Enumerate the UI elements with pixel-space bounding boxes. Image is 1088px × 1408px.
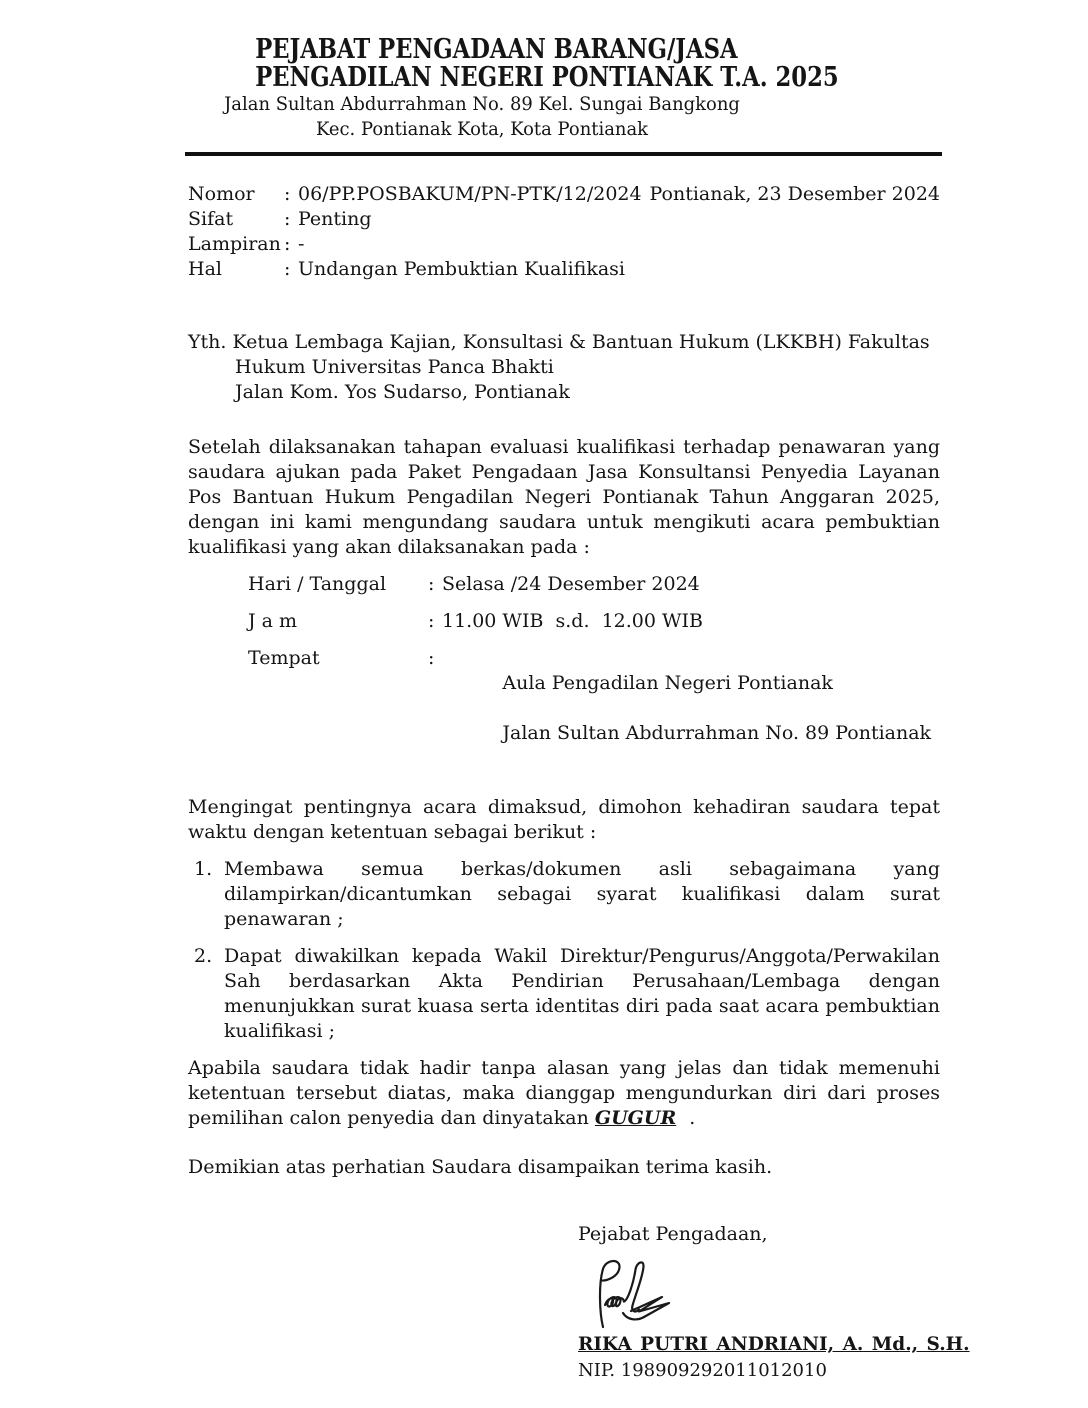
meta-value-sifat: Penting xyxy=(298,208,372,230)
schedule-row-time xyxy=(188,609,940,634)
letterhead-address-line1: Jalan Sultan Abdurrahman No. 89 Kel. Sungai Bangkong xyxy=(224,94,740,115)
signature-block xyxy=(578,1222,970,1383)
schedule-colon: : xyxy=(428,610,435,632)
schedule-colon: : xyxy=(428,647,435,669)
schedule-block xyxy=(188,572,940,771)
schedule-place-line1: Aula Pengadilan Negeri Pontianak xyxy=(502,672,833,694)
signature-image xyxy=(592,1256,696,1330)
list-item-number: 1. xyxy=(194,858,213,880)
signature-nip: NIP. 198909292011012010 xyxy=(578,1360,827,1381)
meta-colon: : xyxy=(284,258,291,280)
meta-row-sifat xyxy=(188,207,940,232)
recipient-line: Yth. Ketua Lembaga Kajian, Konsultasi & Bantuan Hukum (LKKBH) Fakultas xyxy=(188,331,930,353)
letter-body xyxy=(188,182,970,1383)
warning-paragraph xyxy=(188,1056,940,1131)
schedule-row-day xyxy=(188,572,940,597)
recipient-block xyxy=(188,330,940,405)
recipient-line: Hukum Universitas Panca Bhakti xyxy=(235,356,554,378)
schedule-value-day: Selasa /24 Desember 2024 xyxy=(442,573,700,595)
schedule-value-time: 11.00 WIB s.d. 12.00 WIB xyxy=(442,610,704,632)
meta-row-lampiran xyxy=(188,232,940,257)
meta-value-lampiran: - xyxy=(298,233,305,255)
meta-row-hal xyxy=(188,257,940,282)
meta-label: Hal xyxy=(188,258,222,280)
list-item-number: 2. xyxy=(194,945,213,967)
list-item xyxy=(188,944,940,1044)
place-date: Pontianak, 23 Desember 2024 xyxy=(649,183,940,205)
letterhead-address-line2: Kec. Pontianak Kota, Kota Pontianak xyxy=(315,119,649,140)
list-item-text: Membawa semua berkas/dokumen asli sebagaimana yang dilampirkan/dicantumkan sebagai syarat kualifikasi dalam surat penawaran ; xyxy=(224,858,940,930)
meta-label: Nomor xyxy=(188,183,255,205)
conditions-list xyxy=(188,857,940,1044)
closing-paragraph: Demikian atas perhatian Saudara disampaikan terima kasih. xyxy=(188,1156,773,1178)
meta-colon: : xyxy=(284,233,291,255)
signature-role: Pejabat Pengadaan, xyxy=(578,1223,768,1245)
schedule-colon: : xyxy=(428,573,435,595)
warning-period: . xyxy=(683,1107,696,1129)
list-item xyxy=(188,857,940,932)
header-divider xyxy=(185,152,942,156)
signature-name: RIKA PUTRI ANDRIANI, A. Md., S.H. xyxy=(578,1334,970,1355)
meta-block xyxy=(188,182,940,282)
schedule-value-place xyxy=(442,646,931,771)
list-item-text: Dapat diwakilkan kepada Wakil Direktur/Pengurus/Anggota/Perwakilan Sah berdasarkan Akta Pendirian Perusahaan/Lembaga dengan menunjukkan surat kuasa serta identitas diri pada saat acara pembuktian kualifikasi ; xyxy=(224,945,940,1042)
meta-colon: : xyxy=(284,208,291,230)
letterhead-title-line2: PENGADILAN NEGERI PONTIANAK T.A. 2025 xyxy=(255,62,839,93)
meta-row-nomor xyxy=(188,182,940,207)
schedule-label: Tempat xyxy=(248,647,320,669)
opening-paragraph: Setelah dilaksanakan tahapan evaluasi kualifikasi terhadap penawaran yang saudara ajukan pada Paket Pengadaan Jasa Konsultansi Penyedia Layanan Pos Bantuan Hukum Pengadilan Negeri Pontianak Tahun Anggaran 2025, dengan ini kami mengundang saudara untuk mengikuti acara pembuktian kualifikasi yang akan dilaksanakan pada : xyxy=(188,436,940,558)
meta-label: Sifat xyxy=(188,208,234,230)
warning-text: Apabila saudara tidak hadir tanpa alasan yang jelas dan tidak memenuhi ketentuan tersebut diatas, maka dianggap mengundurkan diri dari proses pemilihan calon penyedia dan dinyatakan xyxy=(188,1057,940,1129)
letterhead-title-line1: PEJABAT PENGADAAN BARANG/JASA xyxy=(255,34,738,65)
meta-value-nomor: 06/PP.POSBAKUM/PN-PTK/12/2024 xyxy=(298,183,642,205)
schedule-label: Hari / Tanggal xyxy=(248,573,387,595)
schedule-place-line2: Jalan Sultan Abdurrahman No. 89 Pontianak xyxy=(502,722,932,744)
reminder-paragraph: Mengingat pentingnya acara dimaksud, dimohon kehadiran saudara tepat waktu dengan ketentuan sebagai berikut : xyxy=(188,796,940,843)
gugur-emphasis: GUGUR xyxy=(594,1107,677,1129)
recipient-line: Jalan Kom. Yos Sudarso, Pontianak xyxy=(235,381,570,403)
meta-colon: : xyxy=(284,183,291,205)
meta-value-hal: Undangan Pembuktian Kualifikasi xyxy=(298,258,625,280)
meta-label: Lampiran xyxy=(188,233,281,255)
schedule-row-place xyxy=(188,646,940,771)
schedule-label: J a m xyxy=(248,610,298,632)
letterhead xyxy=(0,0,839,142)
